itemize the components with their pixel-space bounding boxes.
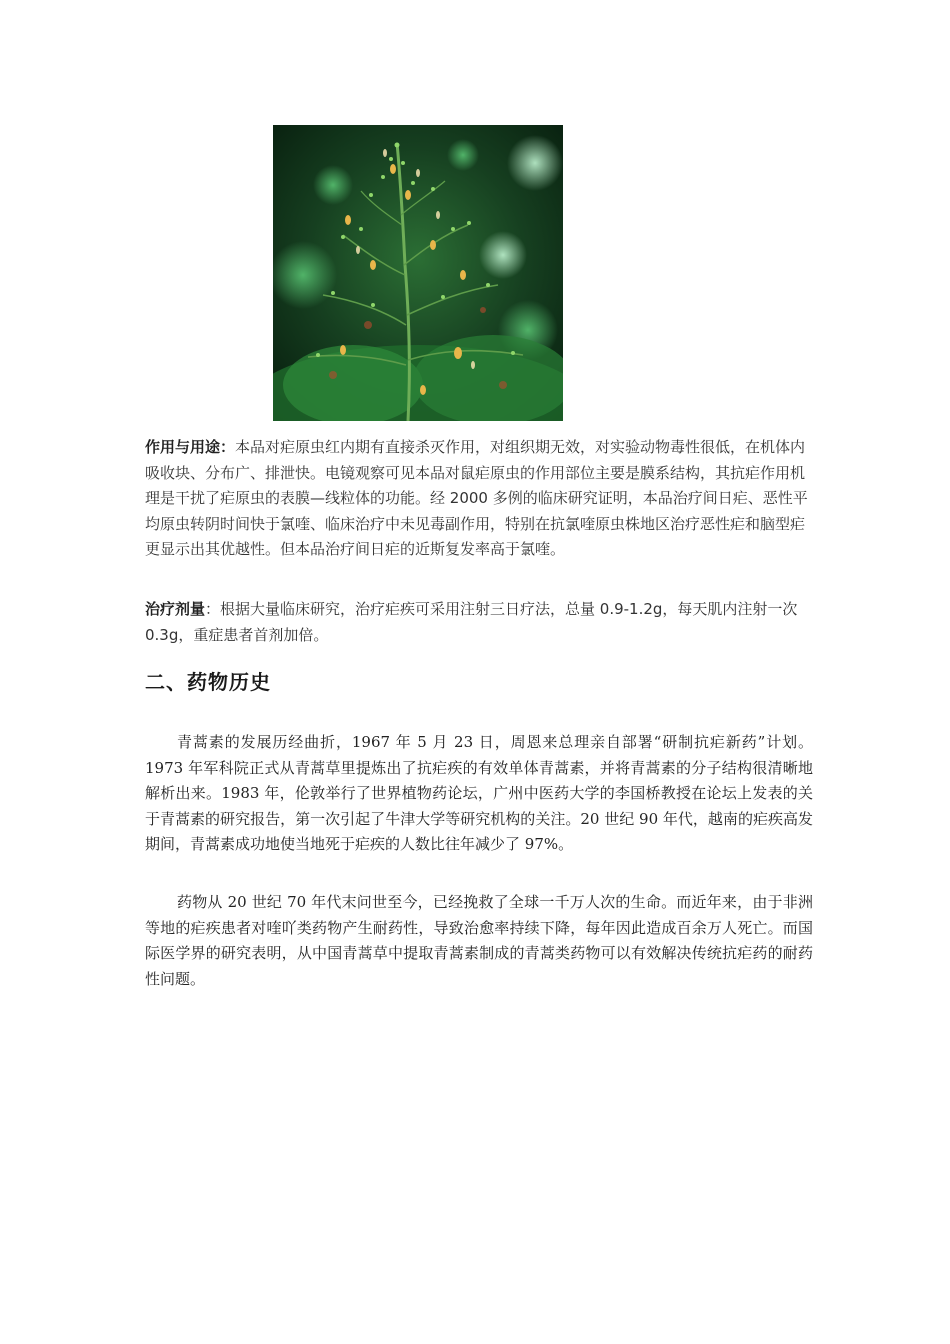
usage-paragraph: [145, 435, 813, 563]
dosage-label: 治疗剂量: [145, 600, 206, 618]
section-heading: 二、药物历史: [145, 670, 271, 694]
usage-label: 作用与用途：: [145, 438, 236, 456]
dosage-paragraph: [145, 597, 813, 648]
history-paragraph-2: 药物从 20 世纪 70 年代末问世至今，已经挽救了全球一千万人次的生命。而近年来，由于非洲等地的疟疾患者对喹吖类药物产生耐药性，导致治愈率持续下降，每年因此造成百余万人死亡。而国际医学界的研究表明，从中国青蒿草中提取青蒿素制成的青蒿类药物可以有效解决传统抗疟药的耐药性问题。: [145, 893, 813, 988]
plant-photo-illustration: [273, 125, 563, 421]
artemisia-plant-photo: [273, 125, 563, 421]
history-paragraph-1: 青蒿素的发展历经曲折，1967 年 5 月 23 日，周恩来总理亲自部署“研制抗疟新药”计划。1973 年军科院正式从青蒿草里提炼出了抗疟疾的有效单体青蒿素，并将青蒿素的分子结构很清晰地解析出来。1983 年，伦敦举行了世界植物药论坛，广州中医药大学的李国桥教授在论坛上发表的关于青蒿素的研究报告，第一次引起了牛津大学等研究机构的关注。20 世纪 90 年代，越南的疟疾高发期间，青蒿素成功地使当地死于疟疾的人数比往年减少了 97%。: [145, 733, 813, 853]
dosage-text: ：根据大量临床研究，治疗疟疾可采用注射三日疗法，总量 0.9-1.2g，每天肌内注射一次 0.3g，重症患者首剂加倍。: [145, 600, 798, 644]
usage-text: 本品对疟原虫红内期有直接杀灭作用，对组织期无效，对实验动物毒性很低，在机体内吸收块、分布广、排泄快。电镜观察可见本品对鼠疟原虫的作用部位主要是膜系结构，其抗疟作用机理是干扰了疟原虫的表膜—线粒体的功能。经 2000 多例的临床研究证明，本品治疗间日疟、恶性平均原虫转阴时间快于氯喹、临床治疗中未见毒副作用，特别在抗氯喹原虫株地区治疗恶性疟和脑型疟更显示出其优越性。但本品治疗间日疟的近斯复发率高于氯喹。: [145, 438, 808, 558]
